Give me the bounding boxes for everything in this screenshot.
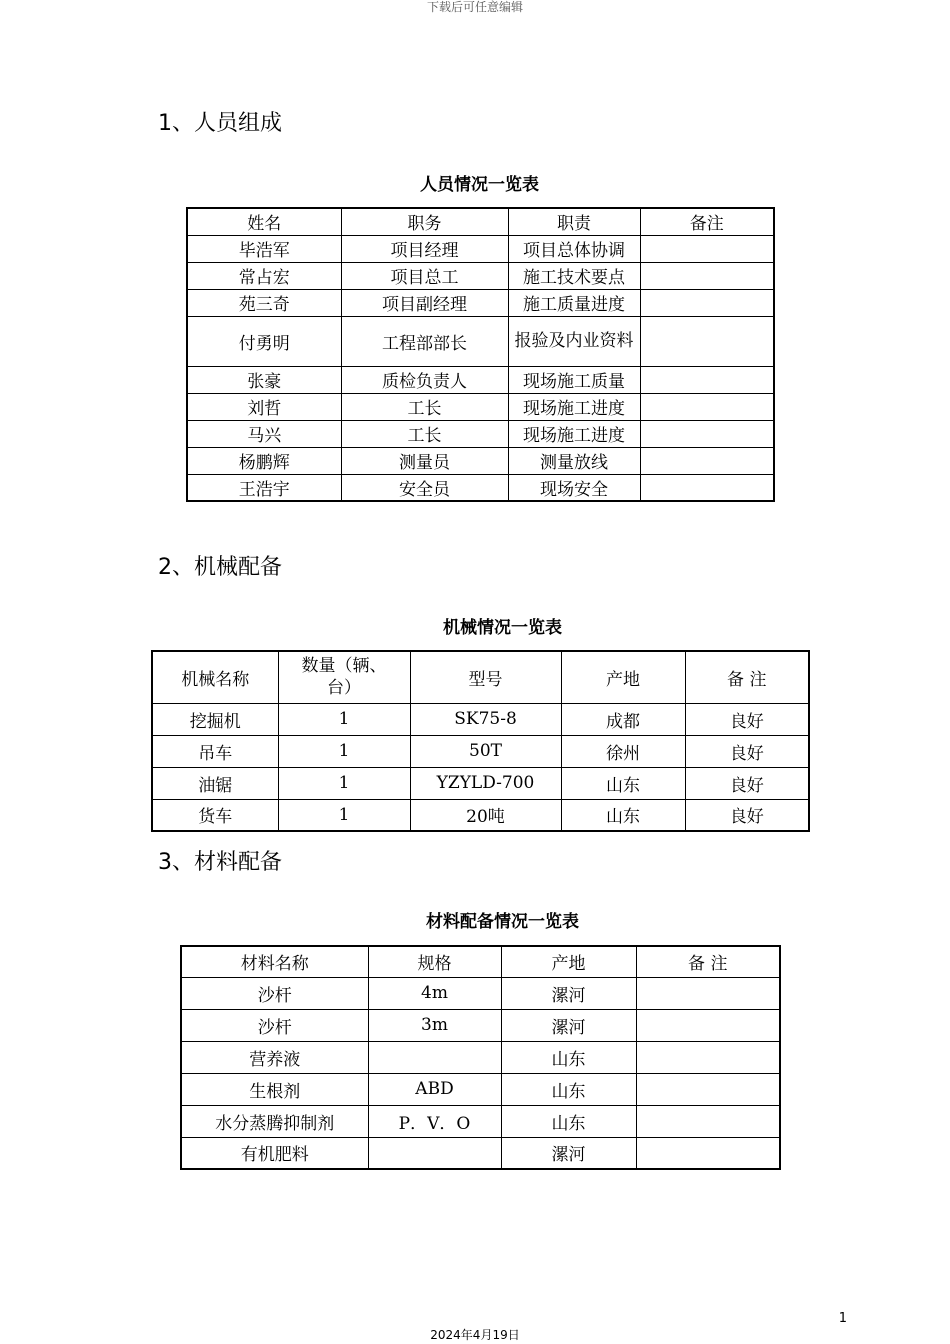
header-cell: 型号: [410, 651, 561, 703]
section-title-machinery: 2、机械配备: [158, 555, 282, 580]
origin-cell: 山东: [561, 799, 685, 831]
origin-cell: 漯河: [501, 1009, 636, 1041]
table-row: [152, 767, 809, 799]
table-header-row: [187, 208, 774, 235]
materials-table: [180, 945, 781, 1170]
name-cell: 马兴: [187, 420, 341, 447]
machine-name-cell: 吊车: [152, 735, 278, 767]
remark-cell: 良好: [685, 767, 809, 799]
remark-cell: [640, 366, 774, 393]
header-cell: 规格: [368, 946, 501, 977]
machine-name-cell: 油锯: [152, 767, 278, 799]
table-header-row: [181, 946, 780, 977]
machine-name-cell: 挖掘机: [152, 703, 278, 735]
duty-cell: 施工技术要点: [508, 262, 640, 289]
duty-cell: 施工质量进度: [508, 289, 640, 316]
header-cell: 数量（辆、台）: [278, 651, 410, 703]
origin-cell: 山东: [561, 767, 685, 799]
table-header-row: [152, 651, 809, 703]
duty-cell: 测量放线: [508, 447, 640, 474]
name-cell: 毕浩军: [187, 235, 341, 262]
header-cell: 职务: [341, 208, 508, 235]
position-cell: 质检负责人: [341, 366, 508, 393]
duty-cell: 现场施工质量: [508, 366, 640, 393]
table-title-machinery: 机械情况一览表: [443, 618, 562, 638]
duty-cell: 现场施工进度: [508, 393, 640, 420]
material-name-cell: 沙杆: [181, 1009, 368, 1041]
material-name-cell: 有机肥料: [181, 1137, 368, 1169]
model-cell: 50T: [410, 735, 561, 767]
quantity-cell: 1: [278, 799, 410, 831]
table-row: [181, 1073, 780, 1105]
material-name-cell: 沙杆: [181, 977, 368, 1009]
table-row: [187, 235, 774, 262]
table-row: [181, 1105, 780, 1137]
quantity-cell: 1: [278, 767, 410, 799]
table-row: [181, 977, 780, 1009]
origin-cell: 山东: [501, 1105, 636, 1137]
remark-cell: [636, 1073, 780, 1105]
name-cell: 王浩宇: [187, 474, 341, 501]
machinery-table: [151, 650, 810, 832]
table-row: [181, 1137, 780, 1169]
position-cell: 安全员: [341, 474, 508, 501]
header-cell: 职责: [508, 208, 640, 235]
position-cell: 项目副经理: [341, 289, 508, 316]
remark-cell: [636, 1009, 780, 1041]
table-row: [187, 447, 774, 474]
table-row: [181, 1041, 780, 1073]
remark-cell: 良好: [685, 735, 809, 767]
table-row: [152, 703, 809, 735]
name-cell: 张豪: [187, 366, 341, 393]
position-cell: 测量员: [341, 447, 508, 474]
quantity-cell: 1: [278, 703, 410, 735]
position-cell: 项目总工: [341, 262, 508, 289]
origin-cell: 山东: [501, 1073, 636, 1105]
section-title-materials: 3、材料配备: [158, 850, 282, 875]
remark-cell: [640, 420, 774, 447]
spec-cell: P．V．O: [368, 1105, 501, 1137]
duty-cell: 项目总体协调: [508, 235, 640, 262]
remark-cell: [640, 474, 774, 501]
material-name-cell: 营养液: [181, 1041, 368, 1073]
spec-cell: 3m: [368, 1009, 501, 1041]
model-cell: YZYLD-700: [410, 767, 561, 799]
page-number: 1: [838, 1311, 847, 1326]
origin-cell: 山东: [501, 1041, 636, 1073]
table-row: [187, 366, 774, 393]
footer-date: 2024年4月19日: [430, 1328, 520, 1342]
section-title-personnel: 1、人员组成: [158, 111, 282, 136]
name-cell: 苑三奇: [187, 289, 341, 316]
remark-cell: [636, 1105, 780, 1137]
spec-cell: [368, 1137, 501, 1169]
model-cell: 20吨: [410, 799, 561, 831]
origin-cell: 漯河: [501, 1137, 636, 1169]
position-cell: 工程部部长: [341, 316, 508, 366]
table-row: [187, 474, 774, 501]
duty-cell: 现场安全: [508, 474, 640, 501]
spec-cell: ABD: [368, 1073, 501, 1105]
remark-cell: [640, 393, 774, 420]
remark-cell: 良好: [685, 799, 809, 831]
remark-cell: [640, 316, 774, 366]
table-row: [187, 420, 774, 447]
table-row: [187, 289, 774, 316]
duty-cell: 报验及内业资料: [508, 316, 640, 366]
table-title-personnel: 人员情况一览表: [420, 175, 539, 195]
header-cell: 备注: [640, 208, 774, 235]
table-row: [187, 316, 774, 366]
header-cell: 备 注: [685, 651, 809, 703]
header-cell: 材料名称: [181, 946, 368, 977]
origin-cell: 成都: [561, 703, 685, 735]
personnel-table: [186, 207, 775, 502]
position-cell: 工长: [341, 393, 508, 420]
remark-cell: [640, 235, 774, 262]
spec-cell: 4m: [368, 977, 501, 1009]
material-name-cell: 生根剂: [181, 1073, 368, 1105]
remark-cell: [636, 977, 780, 1009]
header-cell: 产地: [501, 946, 636, 977]
origin-cell: 徐州: [561, 735, 685, 767]
header-cell: 姓名: [187, 208, 341, 235]
name-cell: 付勇明: [187, 316, 341, 366]
material-name-cell: 水分蒸腾抑制剂: [181, 1105, 368, 1137]
table-row: [152, 799, 809, 831]
table-title-materials: 材料配备情况一览表: [426, 912, 579, 932]
spec-cell: [368, 1041, 501, 1073]
name-cell: 杨鹏辉: [187, 447, 341, 474]
position-cell: 工长: [341, 420, 508, 447]
duty-cell: 现场施工进度: [508, 420, 640, 447]
header-note: 下载后可任意编辑: [426, 0, 523, 14]
remark-cell: [640, 447, 774, 474]
remark-cell: [640, 262, 774, 289]
remark-cell: [640, 289, 774, 316]
table-row: [187, 262, 774, 289]
quantity-cell: 1: [278, 735, 410, 767]
table-row: [187, 393, 774, 420]
header-cell: 产地: [561, 651, 685, 703]
machine-name-cell: 货车: [152, 799, 278, 831]
origin-cell: 漯河: [501, 977, 636, 1009]
table-row: [181, 1009, 780, 1041]
position-cell: 项目经理: [341, 235, 508, 262]
name-cell: 常占宏: [187, 262, 341, 289]
header-cell: 备 注: [636, 946, 780, 977]
remark-cell: [636, 1137, 780, 1169]
name-cell: 刘哲: [187, 393, 341, 420]
table-row: [152, 735, 809, 767]
header-cell: 机械名称: [152, 651, 278, 703]
remark-cell: 良好: [685, 703, 809, 735]
remark-cell: [636, 1041, 780, 1073]
model-cell: SK75-8: [410, 703, 561, 735]
